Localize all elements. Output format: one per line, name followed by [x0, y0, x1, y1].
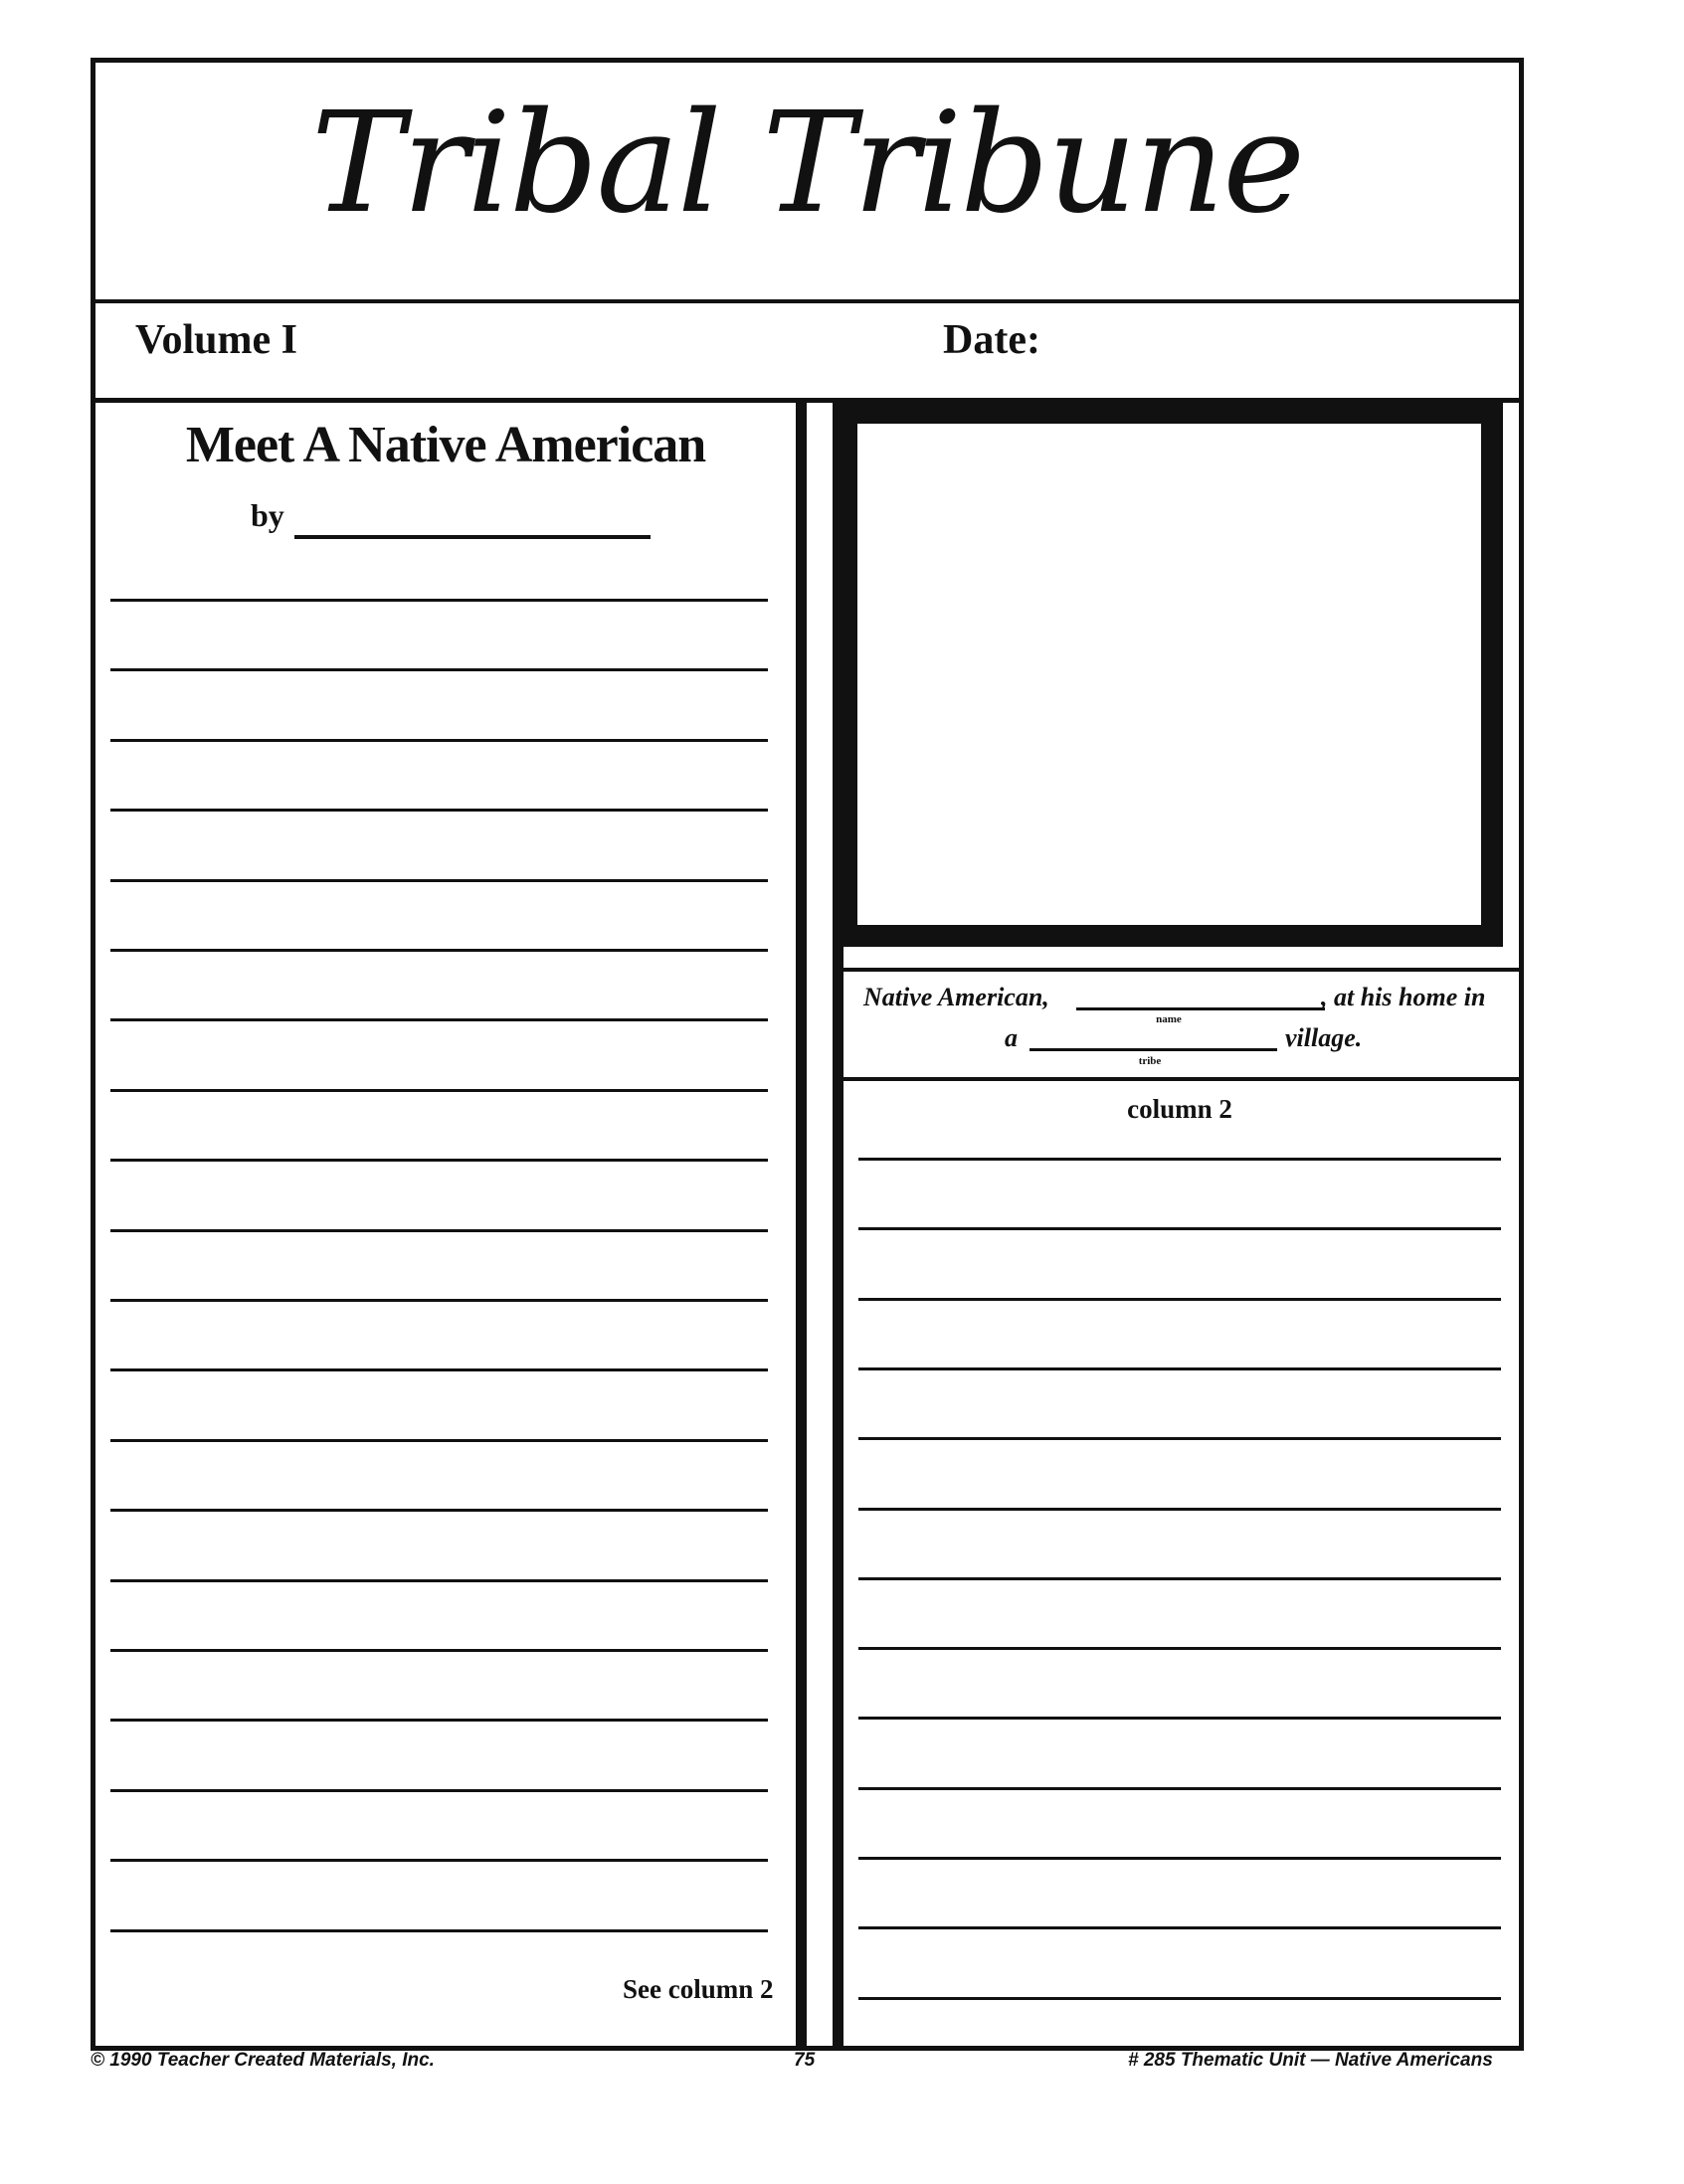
- newspaper-title: Tribal Tribune: [310, 83, 1304, 245]
- writing-line[interactable]: [110, 1229, 768, 1232]
- date-label: Date:: [943, 317, 1040, 363]
- writing-line[interactable]: [110, 1299, 768, 1302]
- writing-line[interactable]: [858, 1158, 1501, 1161]
- writing-line[interactable]: [110, 1439, 768, 1442]
- writing-line[interactable]: [110, 809, 768, 812]
- continue-note: See column 2: [623, 1974, 774, 2004]
- caption-lead: Native American,: [863, 983, 1049, 1011]
- writing-line[interactable]: [858, 1577, 1501, 1580]
- byline-blank[interactable]: [294, 535, 651, 539]
- volume-label: Volume I: [135, 317, 297, 363]
- article-heading: Meet A Native American: [185, 417, 706, 473]
- writing-line[interactable]: [110, 1089, 768, 1092]
- writing-line[interactable]: [110, 1579, 768, 1582]
- writing-line[interactable]: [858, 1227, 1501, 1230]
- writing-line[interactable]: [858, 1997, 1501, 2000]
- writing-line[interactable]: [110, 599, 768, 602]
- writing-line[interactable]: [858, 1298, 1501, 1301]
- writing-line[interactable]: [110, 1368, 768, 1371]
- writing-line[interactable]: [110, 949, 768, 952]
- masthead-divider: [95, 299, 1519, 303]
- caption-bottom-rule: [843, 1077, 1519, 1081]
- newspaper-frame: [91, 58, 1524, 2051]
- copyright-note: © 1990 Teacher Created Materials, Inc.: [91, 2050, 435, 2071]
- writing-line[interactable]: [858, 1926, 1501, 1929]
- name-hint: name: [1156, 1013, 1182, 1025]
- byline-label: by: [251, 497, 284, 533]
- writing-line[interactable]: [858, 1717, 1501, 1720]
- writing-line[interactable]: [110, 1159, 768, 1162]
- column-rule-left: [796, 403, 807, 2046]
- writing-line[interactable]: [110, 1789, 768, 1792]
- writing-line[interactable]: [858, 1508, 1501, 1511]
- writing-line[interactable]: [110, 668, 768, 671]
- column-2-heading: column 2: [1127, 1094, 1232, 1124]
- series-note: # 285 Thematic Unit — Native Americans: [1128, 2050, 1493, 2071]
- caption-mid: , at his home in: [1321, 983, 1486, 1011]
- tribe-hint: tribe: [1138, 1055, 1162, 1067]
- writing-line[interactable]: [110, 1929, 768, 1932]
- writing-line[interactable]: [110, 1509, 768, 1512]
- writing-line[interactable]: [110, 1018, 768, 1021]
- writing-line[interactable]: [110, 1649, 768, 1652]
- photo-box[interactable]: [836, 402, 1503, 947]
- writing-line[interactable]: [110, 739, 768, 742]
- writing-line[interactable]: [858, 1857, 1501, 1860]
- writing-line[interactable]: [858, 1787, 1501, 1790]
- writing-line[interactable]: [858, 1367, 1501, 1370]
- caption-end: village.: [1285, 1023, 1363, 1052]
- writing-line[interactable]: [110, 1719, 768, 1722]
- writing-line[interactable]: [110, 1859, 768, 1862]
- tribe-blank[interactable]: [1029, 1048, 1277, 1051]
- caption-article: a: [1005, 1023, 1018, 1052]
- name-blank[interactable]: [1076, 1007, 1325, 1010]
- writing-line[interactable]: [858, 1647, 1501, 1650]
- page-number: 75: [794, 2050, 816, 2071]
- writing-line[interactable]: [110, 879, 768, 882]
- caption-top-rule: [843, 968, 1519, 972]
- writing-line[interactable]: [858, 1437, 1501, 1440]
